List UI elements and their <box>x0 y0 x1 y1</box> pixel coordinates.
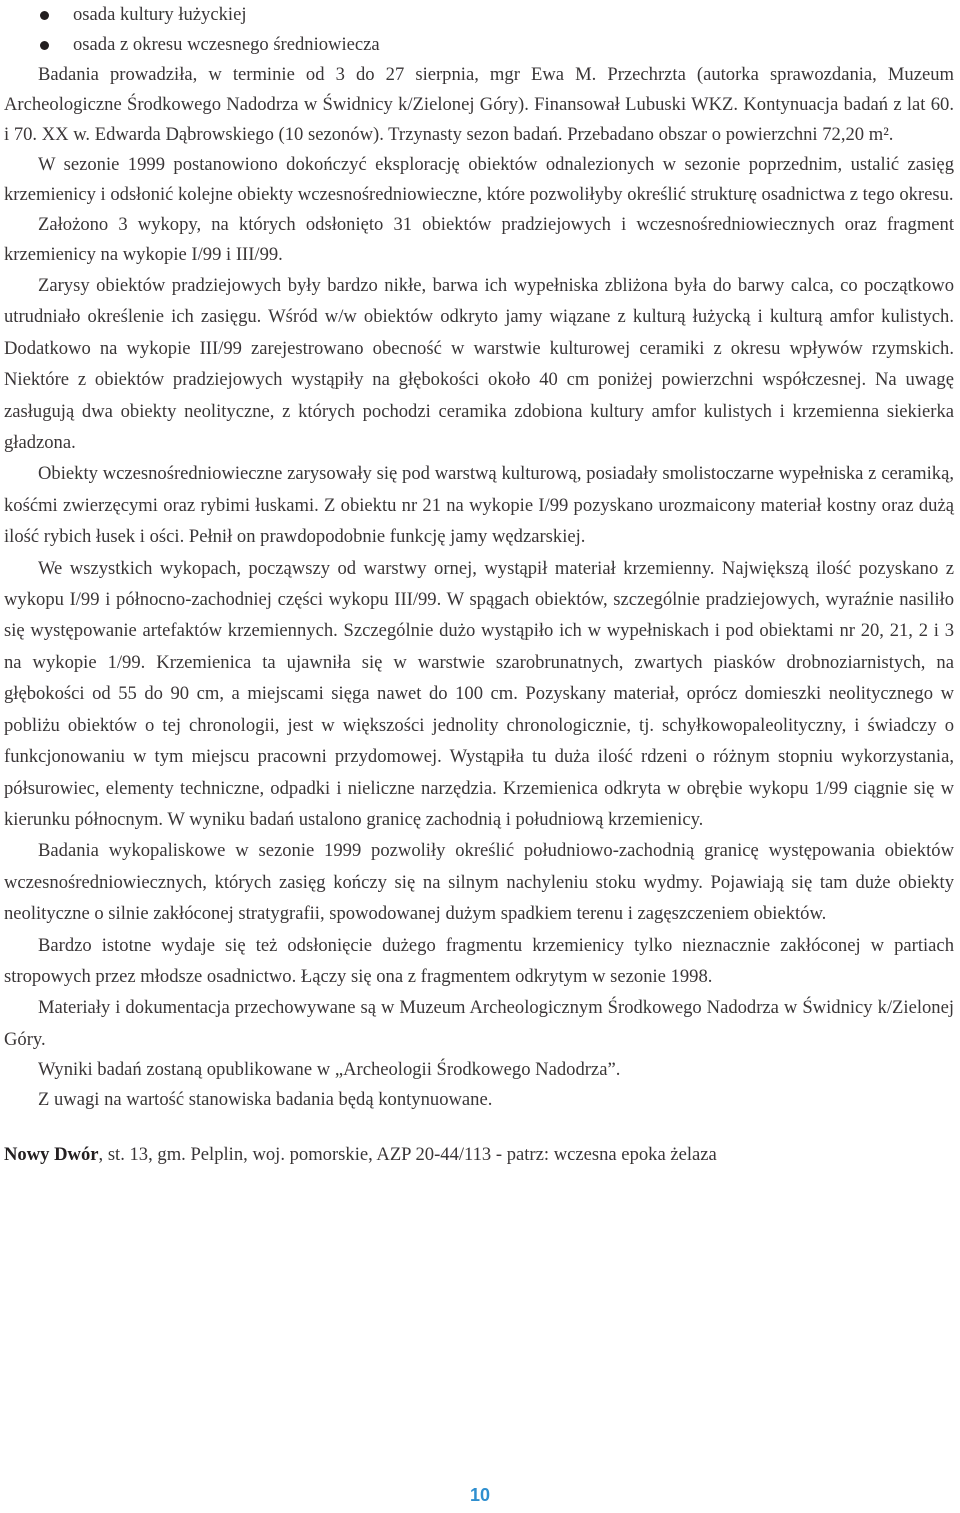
paragraph-research-info: Badania prowadziła, w terminie od 3 do 27 sierpnia, mgr Ewa M. Przechrzta (autorka sprawozdania, Muzeum Archeologiczne Środkowego Nadodrza w Świdnicy k/Zielonej Góry). Finansował Lubuski WKZ. Kontynuacja badań z lat 60. i 70. XX w. Edwarda Dąbrowskiego (10 sezonów). Trzynasty sezon badań. Przebadano obszar o powierzchni 72,20 m². <box>4 64 954 145</box>
paragraph-early-medieval-features: Obiekty wczesnośredniowieczne zarysowały się pod warstwą kulturową, posiadały smolistoczarne wypełniska z ceramiką, kośćmi zwierzęcymi oraz rybimi łuskami. Z obiektu nr 21 na wykopie I/99 pozyskano urozmaicony materiał kostny oraz dużą ilość rybich łusek i ości. Pełnił on prawdopodobnie funkcję jamy wędzarskiej. <box>4 463 954 548</box>
paragraph-storage: Materiały i dokumentacja przechowywane są w Muzeum Archeologicznym Środkowego Nadodrza w Świdnicy k/Zielonej Góry. <box>4 997 954 1050</box>
site-entry-details: , st. 13, gm. Pelplin, woj. pomorskie, AZP 20-44/113 - patrz: wczesna epoka żelaza <box>98 1144 717 1166</box>
paragraph-flint-material: We wszystkich wykopach, począwszy od warstwy ornej, wystąpił materiał krzemienny. Największą ilość pozyskano z wykopu I/99 i północno-zachodniej części wykopu III/99. W spągach obiektów, szczególnie pradziejowych, wyraźnie nasiliło się występowanie artefaktów krzemiennych. Szczególnie dużo wystąpiło ich w wypełniskach i pod obiektami nr 20, 21, 2 i 3 na wykopie 1/99. Krzemienica ta ujawniła się w warstwie szarobrunatnych, zwartych piasków drobnoziarnistych, na głębokości od 55 do 90 cm, a miejscami sięga nawet do 100 cm. Pozyskany materiał, oprócz domieszki neolitycznego w pobliżu obiektów o tej chronologii, jest w większości jednolity chronologicznie, tj. schyłkowopaleolityczny, i świadczy o funkcjonowaniu w tym miejscu pracowni przydomowej. Wystąpiła tu duża ilość rdzeni o różnym stopniu wykorzystania, półsurowiec, elementy techniczne, odpadki i nieliczne narzędzia. Krzemienica odkryta w obrębie wykopu 1/99 ciągnie się w kierunku północnym. W wyniku badań ustalono granicę zachodnią i południową krzemienicy. <box>4 557 954 830</box>
paragraph-season-goals: W sezonie 1999 postanowiono dokończyć eksplorację obiektów odnalezionych w sezonie poprzednim, ustalić zasięg krzemienicy i odsłonić kolejne obiekty wczesnośredniowieczne, które pozwoliłyby określić strukturę osadnictwa z tego okresu. <box>4 154 954 205</box>
paragraph-publication: Wyniki badań zostaną opublikowane w „Archeologii Środkowego Nadodrza”. <box>38 1059 621 1081</box>
paragraph-continuation: Z uwagi na wartość stanowiska badania będą kontynuowane. <box>38 1089 493 1111</box>
paragraph-prehistoric-features: Zarysy obiektów pradziejowych były bardzo nikłe, barwa ich wypełniska zbliżona była do barwy calca, co początkowo utrudniało określenie ich zasięgu. Wśród w/w obiektów odkryto jamy wiązane z kulturą łużycką i kulturą amfor kulistych. Dodatkowo na wykopie III/99 zarejestrowano obecność w warstwie kulturowej ceramiki z okresu wpływów rzymskich. Niektóre z obiektów pradziejowych wystąpiły na głębokości około 40 cm poniżej powierzchni współczesnej. Na uwagę zasługują dwa obiekty neolityczne, z których pochodzi ceramika zdobiona kultury amfor kulistych i krzemienna siekierka gładzona. <box>4 275 954 454</box>
bullet-icon <box>40 41 49 50</box>
list-item <box>4 0 954 30</box>
page-number: 10 <box>469 1485 491 1505</box>
paragraph-trenches: Założono 3 wykopy, na których odsłonięto 31 obiektów pradziejowych i wczesnośredniowiecznych oraz fragment krzemienicy na wykopie I/99 i III/99. <box>4 214 954 265</box>
bullet-icon <box>40 11 49 20</box>
site-entry <box>4 1140 954 1170</box>
list-item <box>4 30 954 60</box>
site-entry-name: Nowy Dwór <box>4 1144 99 1166</box>
site-type-list <box>4 0 954 60</box>
list-item-text: osada kultury łużyckiej <box>73 4 247 25</box>
paragraph-flint-concentration: Bardzo istotne wydaje się też odsłonięcie dużego fragmentu krzemienicy tylko nieznacznie zakłóconej w partiach stropowych przez młodsze osadnictwo. Łączy się ona z fragmentem odkrytym w sezonie 1998. <box>4 934 954 987</box>
paragraph-excavation-results: Badania wykopaliskowe w sezonie 1999 pozwoliły określić południowo-zachodnią granicę występowania obiektów wczesnośredniowiecznych, których zasięg kończy się na silnym nachyleniu stoku wydmy. Pojawiają się tam duże obiekty neolityczne o silnie zakłóconej stratygrafii, spowodowanej dużym spadkiem terenu i zagęszczeniem obiektów. <box>4 840 954 925</box>
list-item-text: osada z okresu wczesnego średniowiecza <box>73 34 380 55</box>
